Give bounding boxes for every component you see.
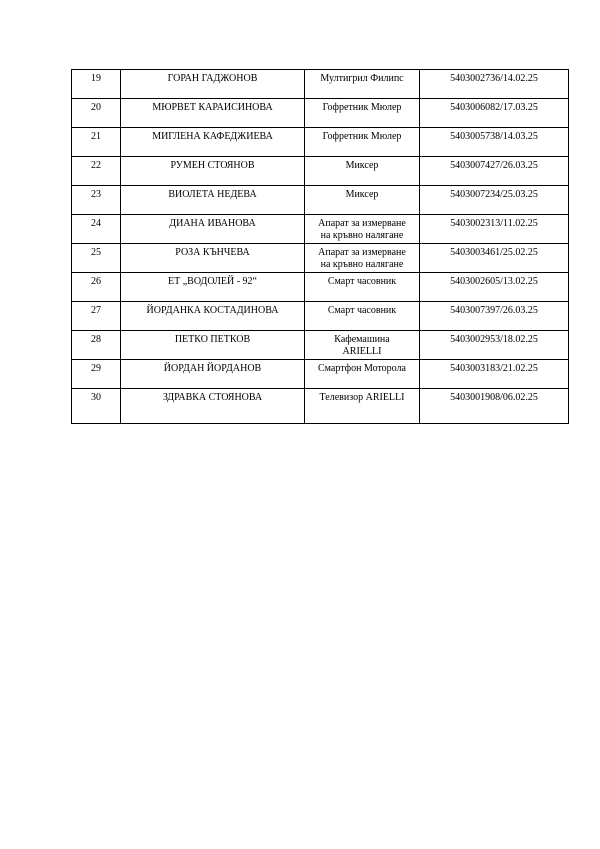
winner-name: ПЕТКО ПЕТКОВ — [121, 331, 305, 360]
winner-name: ЙОРДАНКА КОСТАДИНОВА — [121, 302, 305, 331]
prize-text: Смарт часовник — [327, 276, 397, 287]
winner-name: ГОРАН ГАДЖОНОВ — [121, 70, 305, 99]
row-number: 29 — [72, 360, 121, 389]
winner-name: ЕТ „ВОДОЛЕЙ - 92“ — [121, 273, 305, 302]
prize-text: Гофретник Мюлер — [322, 102, 402, 113]
receipt-number: 5403007397/26.03.25 — [420, 302, 569, 331]
table-row — [72, 360, 569, 389]
prize-text: на кръвно налягане — [320, 230, 404, 241]
prize-cell — [305, 360, 420, 389]
winner-name: ВИОЛЕТА НЕДЕВА — [121, 186, 305, 215]
prize-text: Миксер — [345, 189, 379, 200]
prize-cell — [305, 99, 420, 128]
receipt-number: 5403007234/25.03.25 — [420, 186, 569, 215]
table-row — [72, 389, 569, 424]
winner-name: РУМЕН СТОЯНОВ — [121, 157, 305, 186]
prize-text: Гофретник Мюлер — [322, 131, 402, 142]
receipt-number: 5403002736/14.02.25 — [420, 70, 569, 99]
winner-name: МЮРВЕТ КАРАИСИНОВА — [121, 99, 305, 128]
receipt-number: 5403001908/06.02.25 — [420, 389, 569, 424]
row-number: 23 — [72, 186, 121, 215]
table-row — [72, 128, 569, 157]
prize-text: Мултигрил Филипс — [320, 73, 404, 84]
winners-table-body — [72, 70, 569, 424]
prize-text: на кръвно налягане — [320, 259, 404, 270]
winner-name: ЗДРАВКА СТОЯНОВА — [121, 389, 305, 424]
winner-name: ЙОРДАН ЙОРДАНОВ — [121, 360, 305, 389]
prize-text: Апарат за измерване — [318, 218, 406, 229]
receipt-number: 5403003461/25.02.25 — [420, 244, 569, 273]
receipt-number: 5403002605/13.02.25 — [420, 273, 569, 302]
row-number: 21 — [72, 128, 121, 157]
prize-cell — [305, 128, 420, 157]
prize-cell — [305, 157, 420, 186]
prize-text: Апарат за измерване — [318, 247, 406, 258]
row-number: 28 — [72, 331, 121, 360]
row-number: 26 — [72, 273, 121, 302]
winner-name: ДИАНА ИВАНОВА — [121, 215, 305, 244]
prize-cell — [305, 244, 420, 273]
row-number: 30 — [72, 389, 121, 424]
prize-cell — [305, 302, 420, 331]
row-number: 22 — [72, 157, 121, 186]
winner-name: РОЗА КЪНЧЕВА — [121, 244, 305, 273]
row-number: 19 — [72, 70, 121, 99]
prize-text: Телевизор ARIELLI — [319, 392, 405, 403]
table-row — [72, 331, 569, 360]
prize-cell — [305, 186, 420, 215]
table-row — [72, 99, 569, 128]
receipt-number: 5403006082/17.03.25 — [420, 99, 569, 128]
table-row — [72, 157, 569, 186]
receipt-number: 5403003183/21.02.25 — [420, 360, 569, 389]
prize-cell — [305, 389, 420, 424]
winner-name: МИГЛЕНА КАФЕДЖИЕВА — [121, 128, 305, 157]
table-row — [72, 186, 569, 215]
table-row — [72, 215, 569, 244]
table-row — [72, 70, 569, 99]
table-row — [72, 273, 569, 302]
prize-cell — [305, 70, 420, 99]
prize-cell — [305, 273, 420, 302]
row-number: 27 — [72, 302, 121, 331]
row-number: 25 — [72, 244, 121, 273]
prize-text: ARIELLI — [342, 346, 382, 357]
receipt-number: 5403007427/26.03.25 — [420, 157, 569, 186]
row-number: 20 — [72, 99, 121, 128]
prize-cell — [305, 215, 420, 244]
row-number: 24 — [72, 215, 121, 244]
prize-text: Кафемашина — [334, 334, 390, 345]
table-row — [72, 302, 569, 331]
prize-text: Смартфон Моторола — [318, 363, 406, 374]
prize-text: Миксер — [345, 160, 379, 171]
receipt-number: 5403002953/18.02.25 — [420, 331, 569, 360]
winners-table — [71, 69, 569, 424]
receipt-number: 5403005738/14.03.25 — [420, 128, 569, 157]
prize-text: Смарт часовник — [327, 305, 397, 316]
receipt-number: 5403002313/11.02.25 — [420, 215, 569, 244]
table-row — [72, 244, 569, 273]
prize-cell — [305, 331, 420, 360]
